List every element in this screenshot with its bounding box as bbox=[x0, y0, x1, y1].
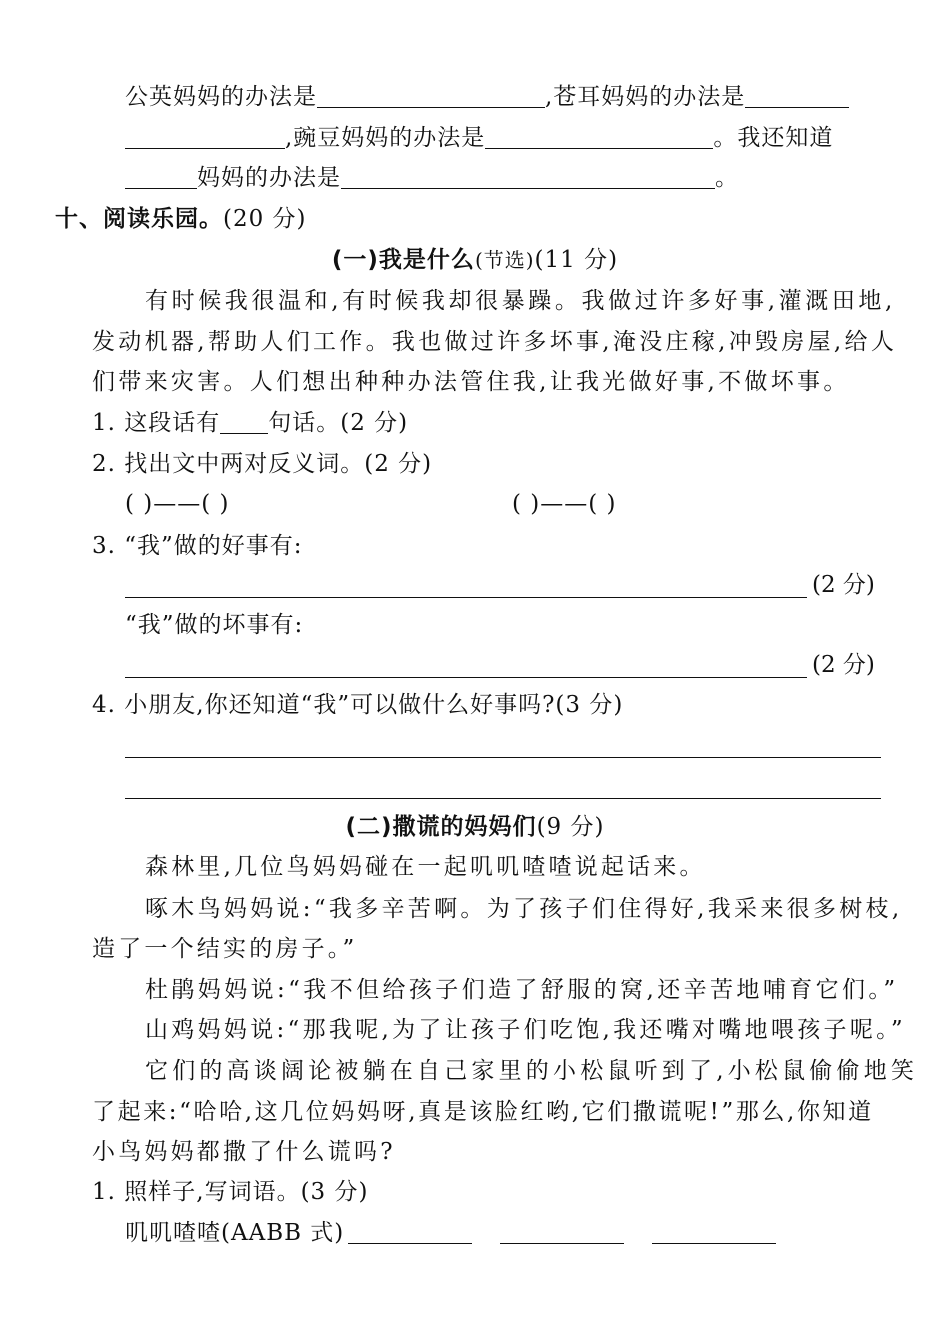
answer-blank[interactable] bbox=[348, 1219, 472, 1244]
part2-paragraph-line: 啄木鸟妈妈说:“我多辛苦啊。为了孩子们住得好,我采来很多树枝, bbox=[145, 896, 903, 922]
part2-paragraph-line: 山鸡妈妈说:“那我呢,为了让孩子们吃饱,我还嘴对嘴地喂孩子呢。” bbox=[145, 1017, 906, 1043]
part1-question-3: 3. “我”做的好事有: bbox=[92, 533, 303, 559]
part1-title-note: (节选) bbox=[474, 248, 535, 272]
part1-title bbox=[0, 245, 950, 275]
part1-title-main: (一)我是什么 bbox=[331, 247, 475, 273]
part1-question-1 bbox=[92, 408, 408, 438]
answer-blank[interactable] bbox=[125, 124, 285, 149]
intro-text-end: 。 bbox=[715, 165, 739, 191]
answer-blank[interactable] bbox=[500, 1219, 624, 1244]
part2-paragraph-line: 造了一个结实的房子。” bbox=[92, 936, 358, 962]
question-text: 1. 这段话有 bbox=[92, 410, 221, 436]
part2-paragraph-line: 小鸟妈妈都撒了什么谎吗? bbox=[92, 1139, 396, 1165]
answer-blank[interactable] bbox=[220, 409, 268, 434]
part1-question-4: 4. 小朋友,你还知道“我”可以做什么好事吗?(3 分) bbox=[92, 692, 624, 718]
part1-paragraph-line: 们带来灾害。人们想出种种办法管住我,让我光做好事,不做坏事。 bbox=[92, 369, 850, 395]
answer-line[interactable] bbox=[125, 597, 807, 598]
answer-blank[interactable] bbox=[317, 83, 545, 108]
intro-text-know: 。我还知道 bbox=[713, 125, 834, 151]
answer-blank[interactable] bbox=[745, 83, 849, 108]
antonym-pair-1[interactable]: ( )——( ) bbox=[125, 491, 230, 517]
intro-text-dandelion: 公英妈妈的办法是 bbox=[125, 84, 317, 110]
score-label: (2 分) bbox=[812, 652, 875, 678]
part1-paragraph-line: 发动机器,帮助人们工作。我也做过许多坏事,淹没庄稼,冲毁房屋,给人 bbox=[92, 329, 898, 355]
part1-question-2: 2. 找出文中两对反义词。(2 分) bbox=[92, 451, 433, 477]
answer-line[interactable] bbox=[125, 798, 881, 799]
part2-paragraph-line: 它们的高谈阔论被躺在自己家里的小松鼠听到了,小松鼠偷偷地笑 bbox=[145, 1058, 919, 1084]
answer-blank[interactable] bbox=[341, 164, 715, 189]
answer-blank[interactable] bbox=[485, 124, 713, 149]
question-text-end: 句话。(2 分) bbox=[268, 410, 409, 436]
part2-title-main: (二)撒谎的妈妈们 bbox=[345, 814, 537, 840]
answer-blank[interactable] bbox=[125, 164, 197, 189]
example-word: 叽叽喳喳(AABB 式) bbox=[125, 1220, 345, 1246]
part2-paragraph-line: 森林里,几位鸟妈妈碰在一起叽叽喳喳说起话来。 bbox=[145, 854, 706, 880]
part2-paragraph-line: 杜鹃妈妈说:“我不但给孩子们造了舒服的窝,还辛苦地哺育它们。” bbox=[145, 977, 899, 1003]
antonym-pair-2[interactable]: ( )——( ) bbox=[512, 491, 617, 517]
section-score: (20 分) bbox=[223, 206, 307, 232]
example-word-line bbox=[125, 1218, 776, 1248]
part1-title-score: (11 分) bbox=[534, 247, 619, 273]
intro-text-pea: ,豌豆妈妈的办法是 bbox=[285, 125, 486, 151]
part2-paragraph-line: 了起来:“哈哈,这几位妈妈呀,真是该脸红哟,它们撒谎呢!”那么,你知道 bbox=[92, 1099, 874, 1125]
section-heading bbox=[55, 204, 307, 234]
intro-text-cocklebur: ,苍耳妈妈的办法是 bbox=[545, 84, 746, 110]
answer-line[interactable] bbox=[125, 757, 881, 758]
intro-line-3 bbox=[125, 163, 739, 193]
answer-blank[interactable] bbox=[652, 1219, 776, 1244]
intro-line-2 bbox=[125, 123, 833, 153]
section-title: 十、阅读乐园。 bbox=[55, 206, 223, 232]
part1-question-3-bad: “我”做的坏事有: bbox=[125, 612, 304, 638]
answer-line[interactable] bbox=[125, 677, 807, 678]
part2-title bbox=[0, 812, 950, 842]
score-label: (2 分) bbox=[812, 572, 875, 598]
part1-paragraph-line: 有时候我很温和,有时候我却很暴躁。我做过许多好事,灌溉田地, bbox=[145, 288, 896, 314]
intro-text-mother: 妈妈的办法是 bbox=[197, 165, 341, 191]
intro-line-1 bbox=[125, 82, 849, 112]
part2-title-score: (9 分) bbox=[536, 814, 605, 840]
part2-question-1: 1. 照样子,写词语。(3 分) bbox=[92, 1179, 369, 1205]
